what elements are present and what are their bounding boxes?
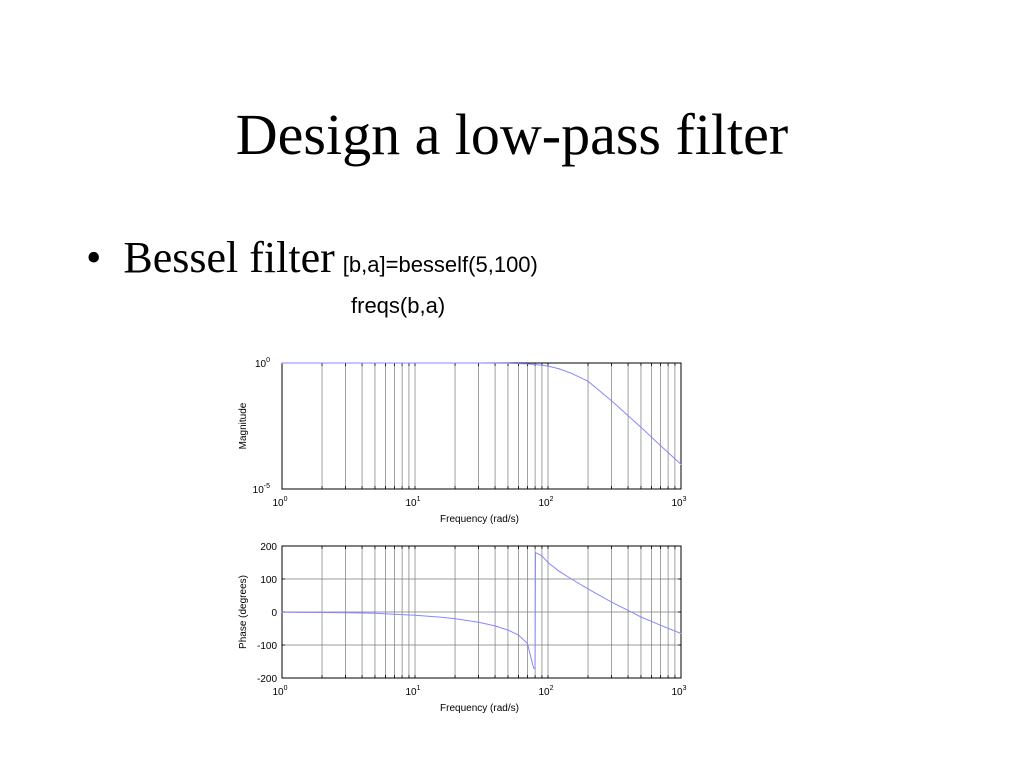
data-point	[535, 364, 536, 365]
data-point	[281, 612, 282, 613]
data-point	[541, 555, 542, 556]
data-point	[611, 602, 612, 603]
data-point	[527, 643, 528, 644]
data-point	[533, 668, 534, 669]
data-point	[454, 618, 455, 619]
data-point	[571, 578, 572, 579]
y-axis-label: Phase (degrees)	[238, 575, 249, 649]
x-tick-label: $10^1$	[405, 685, 421, 698]
data-point	[414, 362, 415, 363]
data-point	[438, 616, 439, 617]
data-point	[535, 668, 536, 669]
chart-phase	[238, 542, 687, 714]
x-tick-label: $10^2$	[538, 685, 554, 698]
data-point	[558, 570, 559, 571]
data-point	[527, 363, 528, 364]
x-tick-label: $10^2$	[538, 496, 554, 509]
data-point	[507, 363, 508, 364]
data-point	[547, 366, 548, 367]
data-point	[414, 615, 415, 616]
y-tick-label: 200	[260, 542, 277, 553]
data-point	[680, 633, 681, 634]
y-tick-label: $10^{-5}$	[252, 483, 270, 496]
x-axis-label: Frequency (rad/s)	[440, 703, 519, 714]
data-point	[558, 368, 559, 369]
x-tick-label: $10^0$	[272, 685, 288, 698]
data-point	[478, 362, 479, 363]
slide-title: Design a low-pass filter	[235, 102, 789, 167]
data-point	[494, 625, 495, 626]
code-line-besself: [b,a]=besself(5,100)	[342, 252, 538, 277]
data-point	[507, 630, 508, 631]
data-point	[541, 365, 542, 366]
data-point	[571, 373, 572, 374]
plot-area	[282, 363, 681, 489]
bullet-dot-icon: •	[86, 233, 102, 282]
data-point	[640, 427, 641, 428]
data-point	[535, 552, 536, 553]
data-point	[680, 464, 681, 465]
y-tick-label: -200	[256, 674, 277, 685]
data-point	[611, 400, 612, 401]
y-tick-label: -100	[256, 641, 277, 652]
y-tick-label: 100	[260, 575, 277, 586]
data-point	[660, 445, 661, 446]
y-tick-label: $10^0$	[254, 357, 270, 370]
data-point	[547, 562, 548, 563]
data-point	[394, 614, 395, 615]
y-tick-label: 0	[271, 608, 277, 619]
data-point	[518, 635, 519, 636]
data-point	[640, 616, 641, 617]
x-tick-label: $10^3$	[671, 685, 687, 698]
data-point	[518, 363, 519, 364]
y-axis-label: Magnitude	[238, 402, 249, 450]
data-point	[321, 612, 322, 613]
x-tick-label: $10^3$	[671, 496, 687, 509]
x-axis-label: Frequency (rad/s)	[440, 514, 519, 525]
data-point	[478, 622, 479, 623]
x-tick-label: $10^1$	[405, 496, 421, 509]
data-point	[281, 362, 282, 363]
data-point	[660, 625, 661, 626]
chart-magnitude	[238, 357, 687, 525]
data-point	[587, 381, 588, 382]
data-point	[587, 588, 588, 589]
code-line-freqs: freqs(b,a)	[351, 293, 446, 318]
data-point	[345, 612, 346, 613]
data-point	[374, 613, 375, 614]
bullet-text: Bessel filter	[123, 233, 335, 282]
x-tick-label: $10^0$	[272, 496, 288, 509]
